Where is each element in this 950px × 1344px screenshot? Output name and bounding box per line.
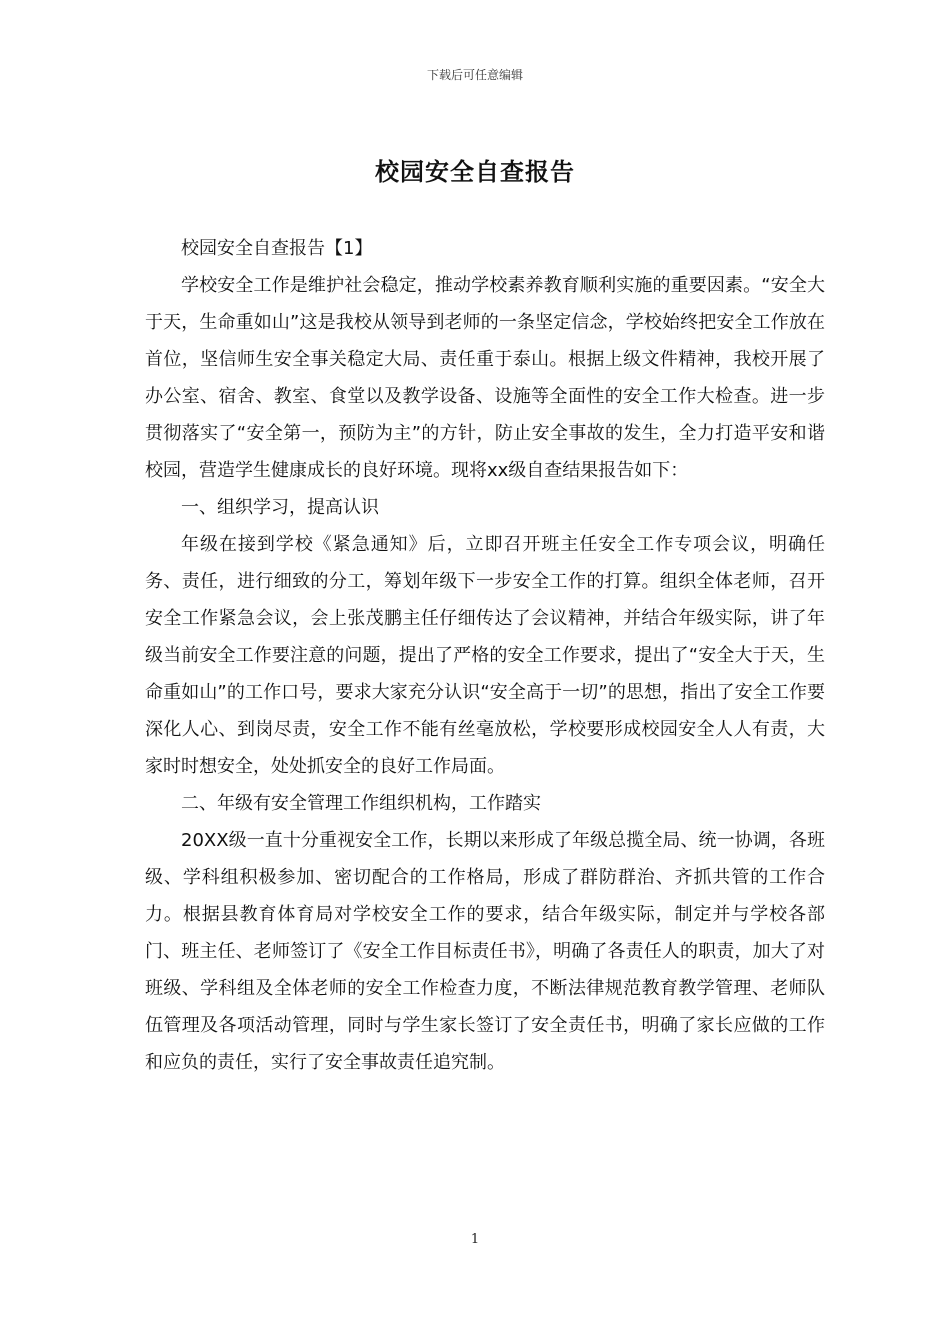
heading-two: 二、年级有安全管理工作组织机构，工作踏实	[181, 793, 541, 814]
paragraph-intro: 学校安全工作是维护社会稳定，推动学校素养教育顺利实施的重要因素。“安全大于天，生命重如山”这是我校从领导到老师的一条坚定信念，学校始终把安全工作放在首位，坚信师生安全事关稳定大局、责任重于泰山。根据上级文件精神，我校开展了办公室、宿舍、教室、食堂以及教学设备、设施等全面性的安全工作大检查。进一步贯彻落实了“安全第一，预防为主”的方针，防止安全事故的发生，全力打造平安和谐校园，营造学生健康成长的良好环境。现将xx级自查结果报告如下：	[145, 275, 825, 481]
document-title: 校园安全自查报告	[375, 158, 575, 186]
heading-one: 一、组织学习，提高认识	[181, 497, 379, 518]
paragraph-three: 20XX级一直十分重视安全工作，长期以来形成了年级总揽全局、统一协调，各班级、学科组积极参加、密切配合的工作格局，形成了群防群治、齐抓共管的工作合力。根据县教育体育局对学校安全工作的要求，结合年级实际，制定并与学校各部门、班主任、老师签订了《安全工作目标责任书》，明确了各责任人的职责，加大了对班级、学科组及全体老师的安全工作检查力度，不断法律规范教育教学管理、老师队伍管理及各项活动管理，同时与学生家长签订了安全责任书，明确了家长应做的工作和应负的责任，实行了安全事故责任追究制。	[145, 830, 825, 1073]
header-note: 下载后可任意编辑	[426, 68, 523, 82]
document-body	[145, 230, 825, 1081]
paragraph-two: 年级在接到学校《紧急通知》后，立即召开班主任安全工作专项会议，明确任务、责任，进行细致的分工，筹划年级下一步安全工作的打算。组织全体老师，召开安全工作紧急会议，会上张茂鹏主任仔细传达了会议精神，并结合年级实际，讲了年级当前安全工作要注意的问题，提出了严格的安全工作要求，提出了“安全大于天，生命重如山”的工作口号，要求大家充分认识“安全高于一切”的思想，指出了安全工作要深化人心、到岗尽责，安全工作不能有丝毫放松，学校要形成校园安全人人有责，大家时时想安全，处处抓安全的良好工作局面。	[145, 534, 825, 777]
section-title-line: 校园安全自查报告【1】	[181, 238, 373, 259]
page-number: 1	[470, 1232, 480, 1247]
